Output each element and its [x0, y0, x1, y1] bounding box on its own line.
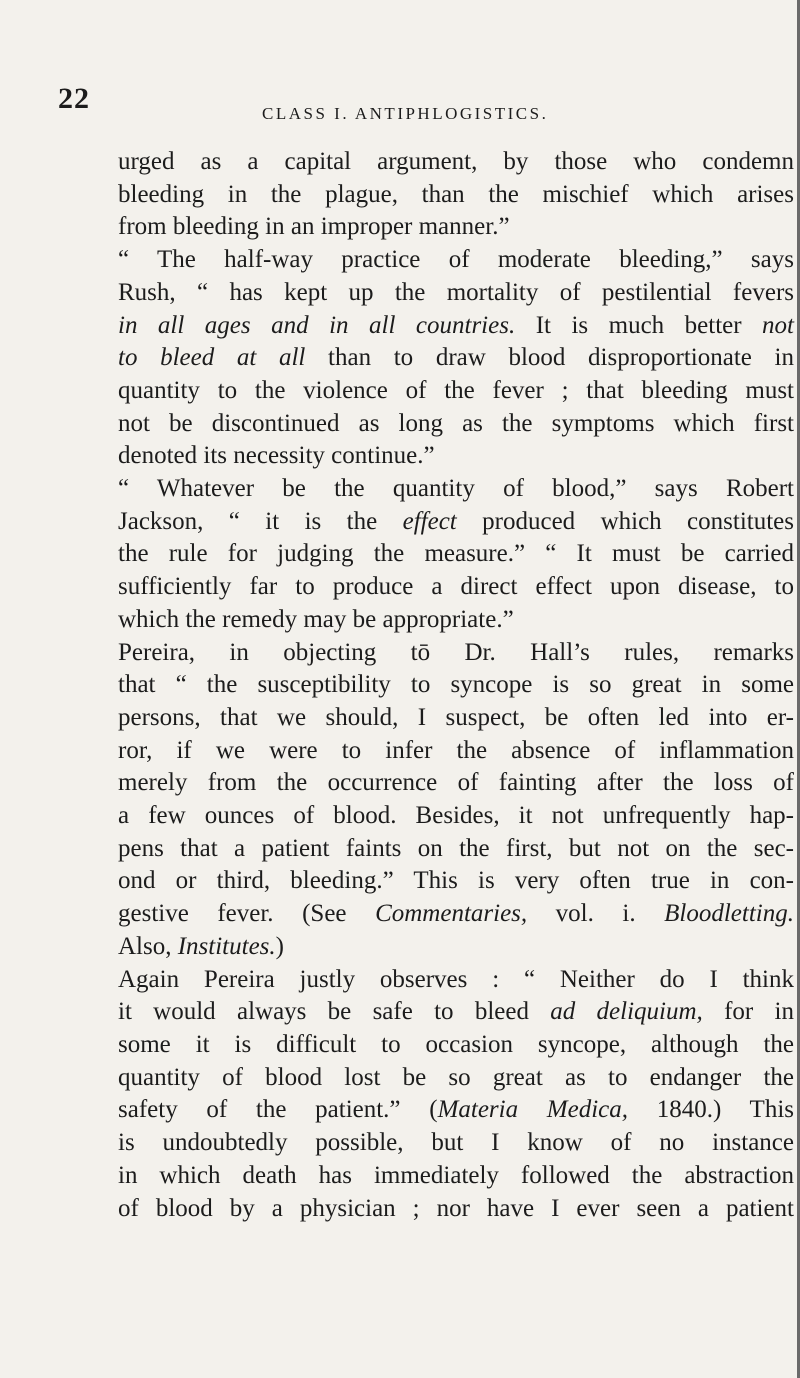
text-line: pens that a patient faints on the first, but not on the sec-	[118, 834, 794, 862]
text-line	[118, 1094, 794, 1127]
running-head: CLASS I. ANTIPHLOGISTICS.	[262, 104, 549, 123]
text-line	[118, 310, 794, 343]
italic-text: Materia Medica,	[437, 1096, 629, 1124]
text-line	[118, 506, 794, 539]
text-run: 1840.) This	[628, 1096, 794, 1124]
text-run: vol. i.	[527, 900, 665, 928]
italic-text: Bloodletting.	[664, 900, 794, 928]
body-text	[118, 146, 794, 1225]
text-line	[118, 898, 794, 931]
text-line: from bleeding in an improper manner.”	[118, 213, 510, 241]
text-run: than to draw blood disproportionate in	[305, 344, 794, 372]
italic-text: not	[762, 311, 794, 339]
text-line: bleeding in the plague, than the mischief which arises	[118, 180, 794, 208]
text-line: ond or third, bleeding.” This is very often true in con-	[118, 867, 794, 895]
text-line	[118, 996, 794, 1029]
text-line: quantity of blood lost be so great as to endanger the	[118, 1063, 794, 1091]
italic-text: to bleed at all	[118, 344, 306, 372]
text-line: of blood by a physician ; nor have I ever seen a patient	[118, 1194, 794, 1222]
text-line: in which death has immediately followed the abstraction	[118, 1161, 794, 1189]
text-line: a few ounces of blood. Besides, it not unfrequently hap-	[118, 802, 794, 830]
text-run: Also,	[118, 932, 178, 960]
text-line	[118, 342, 794, 375]
text-run: it would always be safe to bleed	[118, 998, 551, 1026]
text-line: quantity to the violence of the fever ; that bleeding must	[118, 376, 794, 404]
text-line: sufficiently far to produce a direct effect upon disease, to	[118, 573, 794, 601]
text-run: safety of the patient.” (	[118, 1096, 438, 1124]
text-line: that “ the susceptibility to syncope is so great in some	[118, 671, 794, 699]
text-line: some it is difficult to occasion syncope, although the	[118, 1030, 794, 1058]
text-run: gestive fever. (See	[118, 900, 376, 928]
text-line: merely from the occurrence of fainting after the loss of	[118, 769, 794, 797]
italic-text: ad deliquium,	[550, 998, 703, 1026]
text-line: denoted its necessity continue.”	[118, 442, 435, 470]
text-line: ror, if we were to infer the absence of inflammation	[118, 736, 794, 764]
text-line: not be discontinued as long as the symptoms which first	[118, 409, 794, 437]
text-run: for in	[702, 998, 794, 1026]
italic-text: Institutes.	[177, 932, 276, 960]
text-line: “ The half-way practice of moderate bleeding,” says	[118, 246, 794, 274]
text-line: Rush, “ has kept up the mortality of pestilential fevers	[118, 278, 794, 306]
text-line: urged as a capital argument, by those who condemn	[118, 148, 794, 175]
text-line: is undoubtedly possible, but I know of no instance	[118, 1129, 794, 1157]
text-line: Pereira, in objecting tō Dr. Hall’s rules, remarks	[118, 638, 794, 666]
text-line: Again Pereira justly observes : “ Neither do I think	[118, 965, 794, 993]
text-line: the rule for judging the measure.” “ It must be carried	[118, 540, 794, 568]
text-run: )	[275, 932, 284, 960]
text-line: persons, that we should, I suspect, be often led into er-	[118, 703, 794, 731]
page-number: 22	[58, 82, 90, 115]
italic-text: effect	[402, 507, 457, 535]
text-line: which the remedy may be appropriate.”	[118, 605, 514, 633]
italic-text: in all ages and in all countries.	[118, 311, 516, 339]
text-line	[118, 931, 794, 964]
text-run: It is much better	[515, 311, 763, 339]
italic-text: Commentaries,	[375, 900, 528, 928]
text-run: produced which constitutes	[456, 507, 794, 535]
text-line: “ Whatever be the quantity of blood,” says Robert	[118, 475, 794, 503]
text-run: Jackson, “ it is the	[118, 507, 403, 535]
